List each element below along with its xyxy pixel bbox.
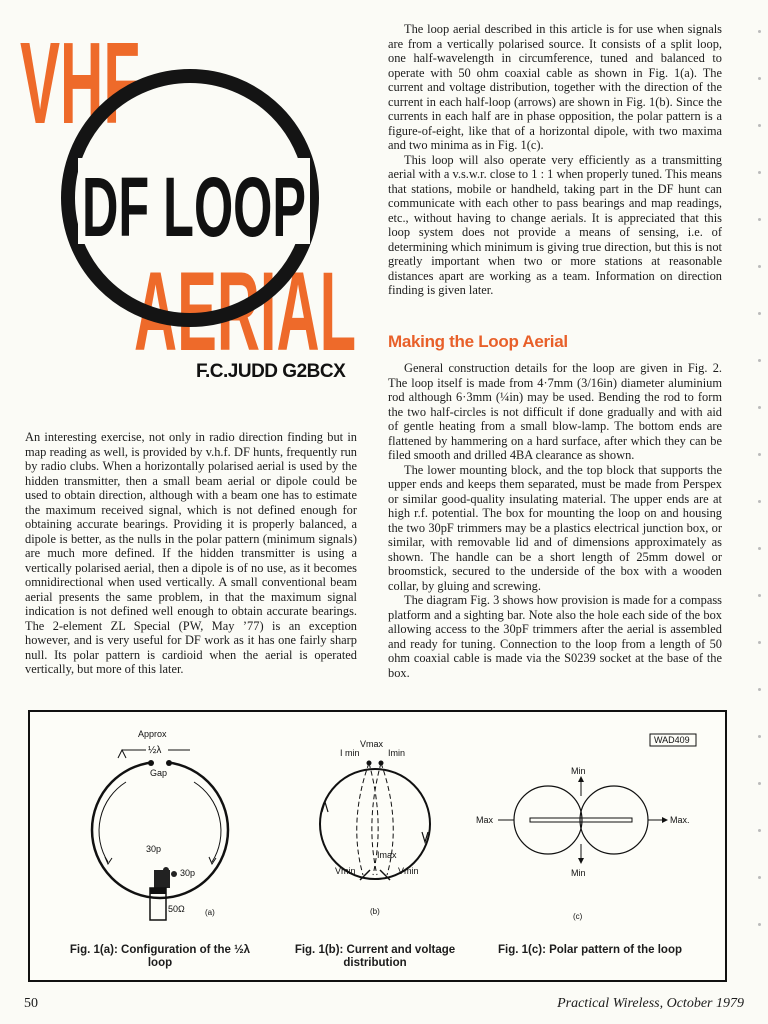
label-vmax: Vmax [360,739,384,749]
headline-vhf: VHF [20,18,140,148]
label-vmin-left: Vmin [335,866,356,876]
right-column-bottom [388,361,722,680]
label-max-left: Max [476,815,494,825]
headline-df-loop: DF LOOP [82,160,306,254]
paragraph: The loop aerial described in this article is for use when signals are from a vertically polarised source. It consists of a split loop, one half-wavelength in circumference, tuned and balanced to operate with 50 ohm coaxial cable as shown in Fig. 1(a). The current and voltage distribution, together with the direction of the current in each half-loop (arrows) are shown in Fig. 1(b). Since the currents in each half are in phase opposition, the polar pattern is a figure-of-eight, like that of a horizontal dipole, with two maxima and two minima as in Fig. 1(c). [388,22,722,152]
caption-c: Fig. 1(c): Polar pattern of the loop [498,944,682,956]
label-imin-right: Imin [388,748,406,758]
label-approx: Approx [138,729,167,739]
headline-aerial: AERIAL [134,249,356,358]
section-heading: Making the Loop Aerial [388,332,568,351]
label-gap: Gap [150,768,168,778]
publication-line: Practical Wireless, October 1979 [557,996,744,1011]
label-a: (a) [205,908,215,917]
label-half-lambda: ½λ [148,745,162,756]
paragraph: The lower mounting block, and the top block that supports the upper ends and keeps them separated, must be made from Perspex or similar good-quality insulating material. The upper ends are at high r.f. potential. The box for mounting the loop on and housing the two 30pF trimmers may be a plastics electrical junction box, or similar, with removable lid and of dimensions approximately as shown. The handle can be a short length of 25mm dowel or broomstick, secured to the underside of the box with a wooden collar, by gluing and screwing. [388,462,722,593]
diagram-b [320,739,430,916]
paragraph: General construction details for the loop are given in Fig. 2. The loop itself is made from 4·7mm (3/16in) diameter aluminium rod although 6·3mm (¼in) may be used. Bending the rod to form the two half-circles is not difficult if done gradually and with aid of gentle heating from a small blow-lamp. The bottom ends are flattened by hammering on a hard surface, after which they can be filed smooth and drilled 4BA clearance as shown. [388,361,722,462]
label-c: (c) [573,912,583,921]
label-imax: Imax [377,850,397,860]
label-30p-top: 30p [146,844,162,854]
label-imin-left: I min [340,748,360,758]
headline-graphic [20,18,365,358]
label-30p-right: 30p [180,868,196,878]
intro-text [25,430,357,677]
figure-ref: WAD409 [654,735,690,745]
figure-diagrams [30,712,725,980]
label-min-top: Min [571,766,586,776]
caption-b: Fig. 1(b): Current and voltage distribution [294,944,456,969]
paragraph: The diagram Fig. 3 shows how provision is made for a compass platform and a sighting bar. Note also the hole each side of the box allowing access to the 30pF trimmers after the aerial is assembled and ready for tuning. Connection to the loop from a length of 50 ohm coaxial cable is made via the S0239 socket at the base of the box. [388,593,722,680]
label-min-bottom: Min [571,868,586,878]
label-max-right: Max. [670,815,690,825]
caption-a: Fig. 1(a): Configuration of the ½λ loop [69,944,251,969]
right-column-top [388,22,722,298]
paragraph: This loop will also operate very efficiently as a transmitting aerial with a v.s.w.r. close to 1 : 1 when properly tuned. This means that stations, mobile or handheld, taking part in the DF hunt can communicate with each other to pass bearings and map readings, etc., without having to change aerials. It is appreciated that this loop system does not provide a means of sensing, i.e. of determining which minimum is giving true direction, but this is not greatly important when two or more stations at reasonable distances apart are working as a team. Information on direction finding is given later. [388,152,722,297]
byline: F.C.JUDD G2BCX [196,361,346,382]
label-vmin-right: Vmin [398,866,419,876]
label-50-ohm: 50Ω [168,904,185,914]
figure-1 [28,710,727,982]
page-number: 50 [24,996,38,1011]
label-b: (b) [370,907,380,916]
margin-marks [758,30,764,970]
diagram-c [476,766,690,921]
diagram-a [92,729,228,920]
intro-paragraph: An interesting exercise, not only in radio direction finding but in map reading as well, is provided by v.h.f. DF hunts, frequently run by radio clubs. When a horizontally polarised aerial is used by the hidden transmitter, then a small beam aerial or dipole could be used to obtain direction, although with a beam one has to estimate the maximum received signal, which is not defined enough for obtaining accurate bearings. Providing it is properly balanced, a dipole is better, as the nulls in the polar pattern (minimum signals) are much more defined. If the hidden transmitter is using a vertically polarised aerial, then a dipole is of no use, as it becomes omnidirectional when used vertically. A small conventional beam aerial presents the same problem, in that the maximum signal indication is not defined well enough to obtain accurate bearings. The 2-element ZL Special (PW, May ’77) is an exception however, and is very useful for DF work as it has one fairly sharp null. Its polar pattern is cardioid when the aerial is operated vertically, but more of this later. [25,430,357,676]
